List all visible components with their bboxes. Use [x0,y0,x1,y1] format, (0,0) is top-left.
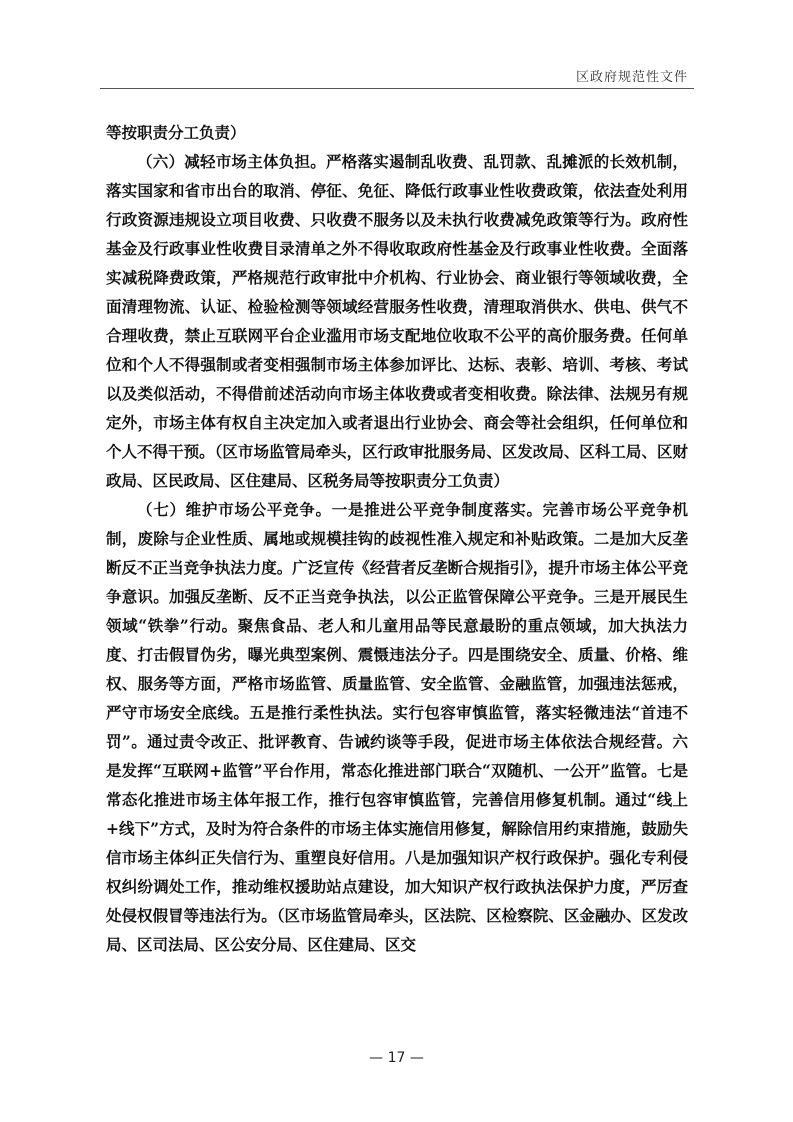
paragraph-section-7: （七）维护市场公平竞争。一是推进公平竞争制度落实。完善市场公平竞争机制，废除与企业性质、属地或规模挂钩的歧视性准入规定和补贴政策。二是加大反垄断反不正当竞争执法力度。广泛宣传《经营者反垄断合规指引》，提升市场主体公平竞争意识。加强反垄断、反不正当竞争执法，以公正监管保障公平竞争。三是开展民生领域“铁拳”行动。聚焦食品、老人和儿童用品等民意最盼的重点领域，加大执法力度、打击假冒伪劣，曝光典型案例、震慑违法分子。四是围绕安全、质量、价格、维权、服务等方面，严格市场监管、质量监管、安全监管、金融监管，加强违法惩戒，严守市场安全底线。五是推行柔性执法。实行包容审慎监管，落实轻微违法“首违不罚”。通过责令改正、批评教育、告诫约谈等手段，促进市场主体依法合规经营。六是发挥“互联网+监管”平台作用，常态化推进部门联合“双随机、一公开”监管。七是常态化推进市场主体年报工作，推行包容审慎监管，完善信用修复机制。通过“线上+线下”方式，及时为符合条件的市场主体实施信用修复，解除信用约束措施，鼓励失信市场主体纠正失信行为、重塑良好信用。八是加强知识产权行政保护。强化专利侵权纠纷调处工作，推动维权援助站点建设，加大知识产权行政执法保护力度，严厉查处侵权假冒等违法行为。（区市场监管局牵头，区法院、区检察院、区金融办、区发改局、区司法局、区公安分局、区住建局、区交 [106,500,688,954]
paragraph-section-6: （六）减轻市场主体负担。严格落实遏制乱收费、乱罚款、乱摊派的长效机制，落实国家和省市出台的取消、停征、免征、降低行政事业性收费政策，依法查处利用行政资源违规设立项目收费、只收费不服务以及未执行收费减免政策等行为。政府性基金及行政事业性收费目录清单之外不得收取政府性基金及行政事业性收费。全面落实减税降费政策，严格规范行政审批中介机构、行业协会、商业银行等领域收费，全面清理物流、认证、检验检测等领域经营服务性收费，清理取消供水、供电、供气不合理收费，禁止互联网平台企业滥用市场支配地位收取不公平的高价服务费。任何单位和个人不得强制或者变相强制市场主体参加评比、达标、表彰、培训、考核、考试以及类似活动，不得借前述活动向市场主体收费或者变相收费。除法律、法规另有规定外，市场主体有权自主决定加入或者退出行业协会、商会等社会组织，任何单位和个人不得干预。（区市场监管局牵头，区行政审批服务局、区发改局、区科工局、区财政局、区民政局、区住建局、区税务局等按职责分工负责） [106,152,688,490]
page-header [100,62,694,89]
paragraph-continuation: 等按职责分工负责） [106,123,246,142]
page-number: — 17 — [369,1050,424,1066]
header-title: 区政府规范性文件 [575,70,688,85]
document-body [106,118,688,959]
